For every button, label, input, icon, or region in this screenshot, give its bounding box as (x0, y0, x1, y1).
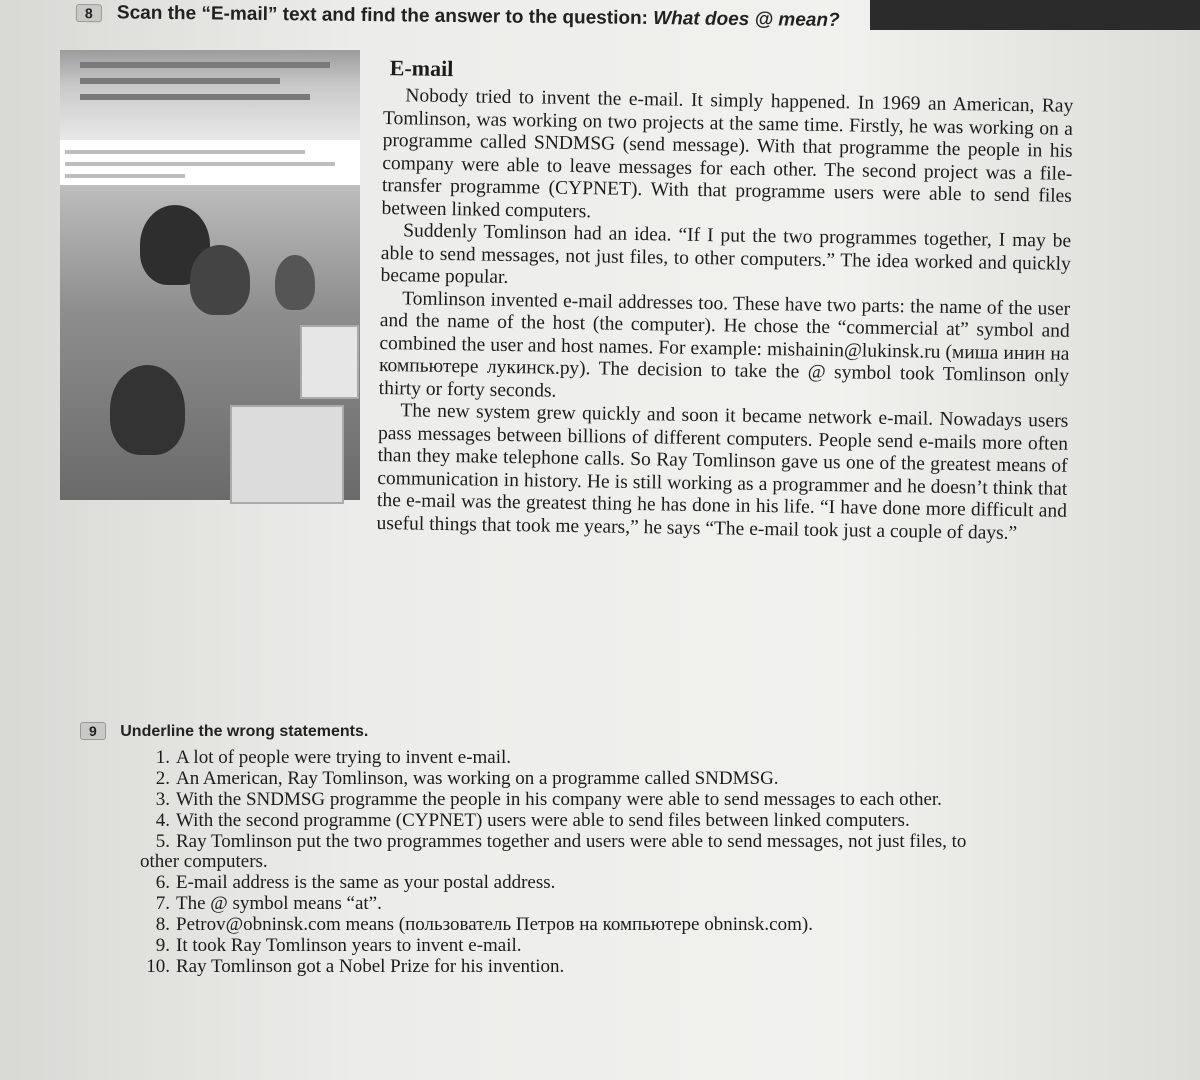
task-8-heading (76, 2, 840, 32)
article-photo (60, 50, 360, 500)
statement-number: 4. (155, 810, 170, 831)
list-item (140, 957, 1000, 977)
list-item (140, 811, 1000, 831)
article-title: E-mail (389, 55, 454, 82)
statement-text: An American, Ray Tomlinson, was working on a programme called SNDMSG. (176, 768, 779, 789)
statement-number: 8. (155, 914, 170, 935)
list-item (140, 748, 1000, 768)
list-item (140, 915, 1000, 935)
photo-screen-strip (60, 50, 360, 140)
statement-text: A lot of people were trying to invent e-mail. (176, 747, 512, 768)
task-8-question: What does @ mean? (653, 8, 840, 31)
statement-number: 5. (155, 831, 170, 852)
article-paragraph: Tomlinson invented e-mail addresses too. These have two parts: the name of the user and the name of the host (the computer). He chose the “commercial at” symbol and combined the user and host names. For example: mishainin@lukinsk.ru (миша инин на компьютере лукинск.ру). The decision to take the @ symbol took Tomlinson only thirty or forty seconds. (378, 287, 1071, 402)
statement-number: 2. (155, 768, 170, 789)
email-article (376, 55, 1073, 546)
task-number-badge: 8 (76, 4, 102, 22)
statement-text: It took Ray Tomlinson years to invent e-mail. (176, 935, 522, 956)
task-9-heading (80, 722, 368, 741)
statement-number: 10. (146, 956, 170, 977)
list-item (140, 873, 1000, 893)
statement-text: Ray Tomlinson got a Nobel Prize for his invention. (176, 956, 565, 977)
statement-number: 7. (155, 893, 170, 914)
statement-text: Ray Tomlinson put the two programmes together and users were able to send messages, not just files, to other computers. (140, 831, 967, 872)
article-paragraph: Nobody tried to invent the e-mail. It simply happened. In 1969 an American, Ray Tomlinson, was working on two projects at the same time. Firstly, he was working on a programme called SNDMSG (send message). With that programme the people in his company were able to leave messages for each other. The second project was a file-transfer programme (CYPNET). With that programme users were able to send files between linked computers. (381, 85, 1074, 222)
statement-number: 9. (155, 935, 170, 956)
task-8-instruction: Scan the “E-mail” text and find the answer to the question: (116, 2, 649, 29)
statement-text: The @ symbol means “at”. (176, 893, 382, 914)
statement-text: With the SNDMSG programme the people in his company were able to send messages to each other. (176, 789, 942, 810)
article-paragraph: The new system grew quickly and soon it became network e-mail. Nowadays users pass messages between billions of different computers. People send e-mails more often than they make telephone calls. So Ray Tomlinson gave us one of the greatest means of communication in history. He is still working as a programmer and he doesn’t think that the e-mail was the greatest thing he has done in his life. “I have done more difficult and useful things that took me years,” he says “The e-mail took just a couple of days.” (376, 400, 1069, 544)
list-item (140, 790, 1000, 810)
statement-text: Petrov@obninsk.com means (пользователь Петров на компьютере obninsk.com). (176, 914, 813, 935)
list-item (140, 936, 1000, 956)
statement-number: 1. (155, 747, 170, 768)
statement-list (140, 748, 1000, 978)
statement-text: With the second programme (CYPNET) users were able to send files between linked computers. (176, 810, 910, 831)
page-edge-shadow (870, 0, 1200, 30)
statement-text: E-mail address is the same as your postal address. (176, 872, 556, 893)
photo-people-at-computers (60, 185, 360, 500)
photo-caption-lines (65, 150, 335, 186)
statement-number: 6. (155, 872, 170, 893)
list-item (140, 769, 1000, 789)
task-9-instruction: Underline the wrong statements. (120, 723, 369, 740)
list-item (140, 832, 1000, 872)
task-number-badge: 9 (80, 722, 106, 740)
statement-number: 3. (155, 789, 170, 810)
article-paragraph: Suddenly Tomlinson had an idea. “If I put the two programmes together, I may be able to send messages, not just files, to other computers.” The idea worked and quickly became popular. (380, 220, 1072, 288)
list-item (140, 894, 1000, 914)
